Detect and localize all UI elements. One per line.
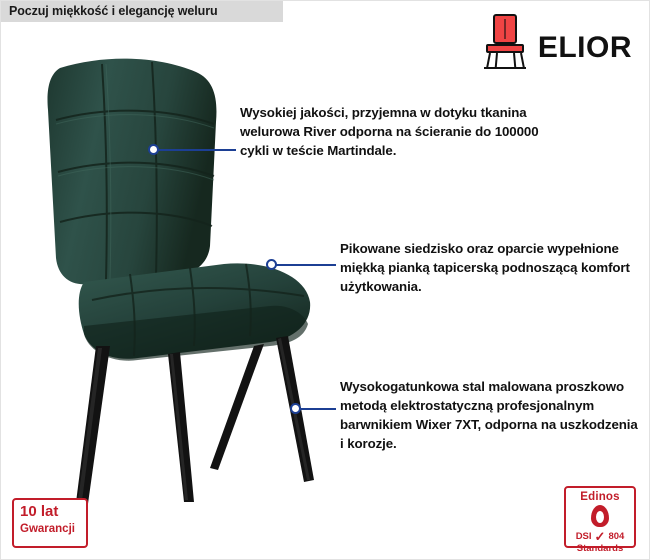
callout-fabric-text: Wysokiej jakości, przyjemna w dotyku tkanina welurowa River odporna na ścieranie do 100000 cykli w teście Martindale. [240,105,539,158]
edinos-badge-title: Edinos [580,491,620,503]
edinos-badge-standards-label: Standards [576,542,624,554]
callout-foam-text: Pikowane siedzisko oraz oparcie wypełnione miękką pianką tapicerską podnoszącą komfort użytkowania. [340,241,630,294]
edinos-badge [564,486,636,554]
callout-foam [340,240,640,297]
callout-fabric [240,104,540,161]
guarantee-badge-label: Gwarancji [20,522,75,535]
header-banner [0,0,283,22]
callout-leader-steel [300,408,336,410]
brand-logo [480,14,632,69]
guarantee-badge [12,498,88,548]
chair-logo-icon [480,14,530,69]
callout-steel [340,378,640,454]
callout-steel-text: Wysokogatunkowa stal malowana proszkowo metodą elektrostatyczną profesjonalnym barwnikiem Wixer 7XT, odporna na uszkodzenia i korozje. [340,379,638,451]
edinos-badge-standard [566,530,634,544]
brand-name: ELIOR [537,31,632,64]
edinos-badge-dsi: DSI [575,530,592,542]
guarantee-badge-years: 10 lat [20,503,59,520]
check-icon: ✓ [594,529,606,544]
callout-leader-fabric [158,149,236,151]
edinos-badge-number: 804 [608,530,625,542]
callout-leader-foam [276,264,336,266]
page-title: Poczuj miękkość i elegancję weluru [9,4,218,18]
edinos-mark-icon [566,504,634,530]
